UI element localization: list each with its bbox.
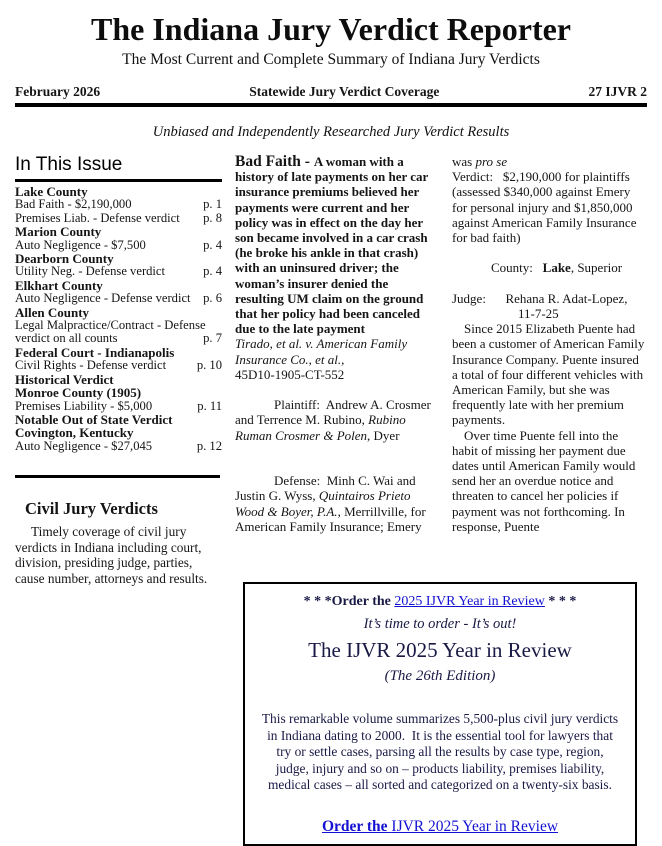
toc-entry-page: p. 6 bbox=[203, 291, 222, 306]
toc-entry bbox=[15, 198, 222, 211]
issue-date: February 2026 bbox=[15, 84, 101, 99]
promo-order-line bbox=[245, 594, 635, 610]
promo-box bbox=[243, 582, 637, 846]
right-area bbox=[235, 154, 647, 846]
toc-entry-label: Legal Malpractice/Contract - Defense bbox=[15, 318, 206, 333]
plaintiff-location: , Dyer bbox=[367, 427, 400, 443]
toc-entry-label: Auto Negligence - $27,045 bbox=[15, 438, 153, 453]
defense-names: Defense: Minh C. Wai and Justin G. Wyss, bbox=[235, 473, 419, 504]
toc-heading: In This Issue bbox=[15, 154, 222, 182]
toc-section-heading: Elkhart County bbox=[15, 277, 103, 293]
left-column-divider bbox=[15, 475, 220, 478]
toc-entry bbox=[15, 212, 222, 225]
article-column-2 bbox=[452, 154, 647, 549]
cta-bold-part: Order the bbox=[321, 818, 392, 836]
plaintiff-line bbox=[235, 382, 438, 458]
toc-entry bbox=[15, 359, 222, 372]
county-court: , Superior bbox=[570, 260, 623, 276]
toc-entry-page: p. 4 bbox=[203, 237, 222, 252]
defense-line bbox=[235, 458, 438, 549]
toc-entry-page bbox=[218, 319, 222, 332]
promo-edition: (The 26th Edition) bbox=[384, 668, 496, 685]
article bbox=[235, 154, 647, 549]
toc-entry-label: Auto Negligence - $7,500 bbox=[15, 237, 146, 252]
article-lede-text: A woman with a history of late payments on her car insurance premiums believed her payments were current and her policy was in effect on the day her son became involved in a car crash (he broke his ankle in that crash) with an uninsured driver; the woman’s insurer denied the resulting UM claim on the ground that her policy had been canceled due to the late payment bbox=[235, 154, 429, 337]
content-columns bbox=[15, 154, 647, 846]
judge-line: Judge: Rehana R. Adat-Lopez, bbox=[452, 290, 628, 306]
toc-entry-label: Utility Neg. - Defense verdict bbox=[15, 264, 166, 279]
toc-entry-page: p. 1 bbox=[203, 197, 222, 212]
cta-rest-part: IJVR 2025 Year in Review bbox=[391, 818, 559, 836]
pro-se-italic: pro se bbox=[475, 154, 508, 169]
toc-list bbox=[15, 185, 222, 453]
dateline-rule bbox=[15, 84, 647, 107]
toc-entry-page: p. 7 bbox=[203, 331, 222, 346]
defense-location: , Merrillville, for American Family Insurance; Emery bbox=[235, 503, 429, 534]
year-in-review-link-bottom[interactable] bbox=[322, 818, 558, 835]
toc-entry bbox=[15, 400, 222, 413]
toc-entry-label: Auto Negligence - Defense verdict bbox=[15, 291, 191, 306]
case-number: 45D10-1905-CT-552 bbox=[235, 366, 345, 382]
toc-section-heading: Lake County bbox=[15, 184, 88, 199]
toc-section-heading: Notable Out of State Verdict bbox=[15, 411, 173, 427]
article-paragraph: Since 2015 Elizabeth Puente had been a customer of American Family Insurance Company. Puente insured a total of four different vehicles with American Family, but she was frequently late with her premium payments. bbox=[452, 321, 645, 428]
pro-se-pre: was bbox=[452, 154, 476, 169]
year-in-review-link-top[interactable]: 2025 IJVR Year in Review bbox=[394, 594, 545, 610]
promo-cta-line bbox=[245, 818, 635, 836]
toc-entry-label: verdict on all counts bbox=[15, 331, 118, 346]
issue-number: 27 IJVR 2 bbox=[588, 84, 647, 99]
toc-entry-label: Premises Liability - $5,000 bbox=[15, 398, 153, 413]
article-paragraph: Over time Puente fell into the habit of missing her payment due dates until American Family would send her an overdue notice and threaten to cancel her policies if payment was not forthcoming. In response, Puente bbox=[452, 427, 636, 534]
toc-section-heading: Covington, Kentucky bbox=[15, 425, 134, 441]
toc-entry-page: p. 4 bbox=[203, 264, 222, 279]
toc-section-heading: Marion County bbox=[15, 224, 102, 240]
toc-entry-page: p. 12 bbox=[196, 438, 222, 453]
toc-section-heading: Monroe County (1905) bbox=[15, 385, 142, 401]
toc-entry bbox=[15, 292, 222, 305]
toc-section-heading: Dearborn County bbox=[15, 251, 114, 267]
toc-entry-page: p. 8 bbox=[203, 210, 222, 225]
county-label: County: bbox=[491, 260, 543, 276]
page-title: The Indiana Jury Verdict Reporter bbox=[91, 11, 571, 47]
toc-section-heading: Allen County bbox=[15, 304, 90, 320]
toc-entry bbox=[15, 319, 222, 332]
toc-entry-page: p. 10 bbox=[196, 358, 222, 373]
toc-entry bbox=[15, 265, 222, 278]
promo-description: This remarkable volume summarizes 5,500-plus civil jury verdicts in Indiana dating to 2000. It is the essential tool for lawyers that try or settle cases, parsing all the results by case type, region, judge, injury and so on – products liability, premises liability, medical cases – all sorted and categorized on a twenty-six basis. bbox=[261, 711, 622, 792]
toc-entry bbox=[15, 332, 222, 345]
case-citation: Tirado, et al. v. American Family Insurance Co., et al., bbox=[235, 336, 408, 367]
toc-entry bbox=[15, 239, 222, 252]
toc-entry-label: Bad Faith - $2,190,000 bbox=[15, 197, 132, 212]
toc-entry-label: Premises Liab. - Defense verdict bbox=[15, 210, 180, 225]
toc-entry bbox=[15, 440, 222, 453]
promo-order-post: * * * bbox=[544, 594, 577, 610]
promo-its-out-line: It’s time to order - It’s out! bbox=[363, 616, 517, 633]
plaintiff-firm: Rubino Ruman Crosmer & Polen bbox=[235, 412, 409, 443]
civil-jury-verdicts-heading: Civil Jury Verdicts bbox=[25, 499, 158, 519]
toc-section-heading: Federal Court - Indianapolis bbox=[15, 344, 175, 360]
left-column bbox=[15, 154, 222, 846]
toc-entry-label: Civil Rights - Defense verdict bbox=[15, 358, 167, 373]
civil-jury-verdicts-body: Timely coverage of civil jury verdicts in Indiana including court, division, presiding judge, parties, cause number, attorneys and results. bbox=[15, 524, 208, 586]
page-subtitle: The Most Current and Complete Summary of Indiana Jury Verdicts bbox=[122, 51, 540, 68]
defense-firm: Quintairos Prieto Wood & Boyer, P.A. bbox=[235, 488, 414, 519]
verdict-line: Verdict: $2,190,000 for plaintiffs (assessed $340,000 against Emery for personal injury and $1,850,000 against American Family Insurance for bad faith) bbox=[452, 169, 640, 246]
pro-se-line bbox=[452, 154, 647, 169]
toc-section-heading: Historical Verdict bbox=[15, 371, 114, 387]
article-lede bbox=[235, 154, 438, 336]
promo-title: The IJVR 2025 Year in Review bbox=[308, 638, 572, 663]
article-column-1 bbox=[235, 154, 438, 549]
article-heading: Bad Faith - bbox=[235, 153, 314, 170]
toc-entry-page: p. 11 bbox=[197, 398, 222, 413]
judge-date: 11-7-25 bbox=[518, 306, 559, 322]
county-line bbox=[452, 245, 647, 291]
plaintiff-names: Plaintiff: Andrew A. Crosmer and Terrence M. Rubino, bbox=[235, 397, 435, 428]
county-name: Lake bbox=[542, 260, 571, 276]
promo-order-pre: * * *Order the bbox=[303, 594, 395, 610]
tagline: Unbiased and Independently Researched Jury Verdict Results bbox=[152, 124, 510, 140]
coverage-label: Statewide Jury Verdict Coverage bbox=[249, 84, 440, 99]
